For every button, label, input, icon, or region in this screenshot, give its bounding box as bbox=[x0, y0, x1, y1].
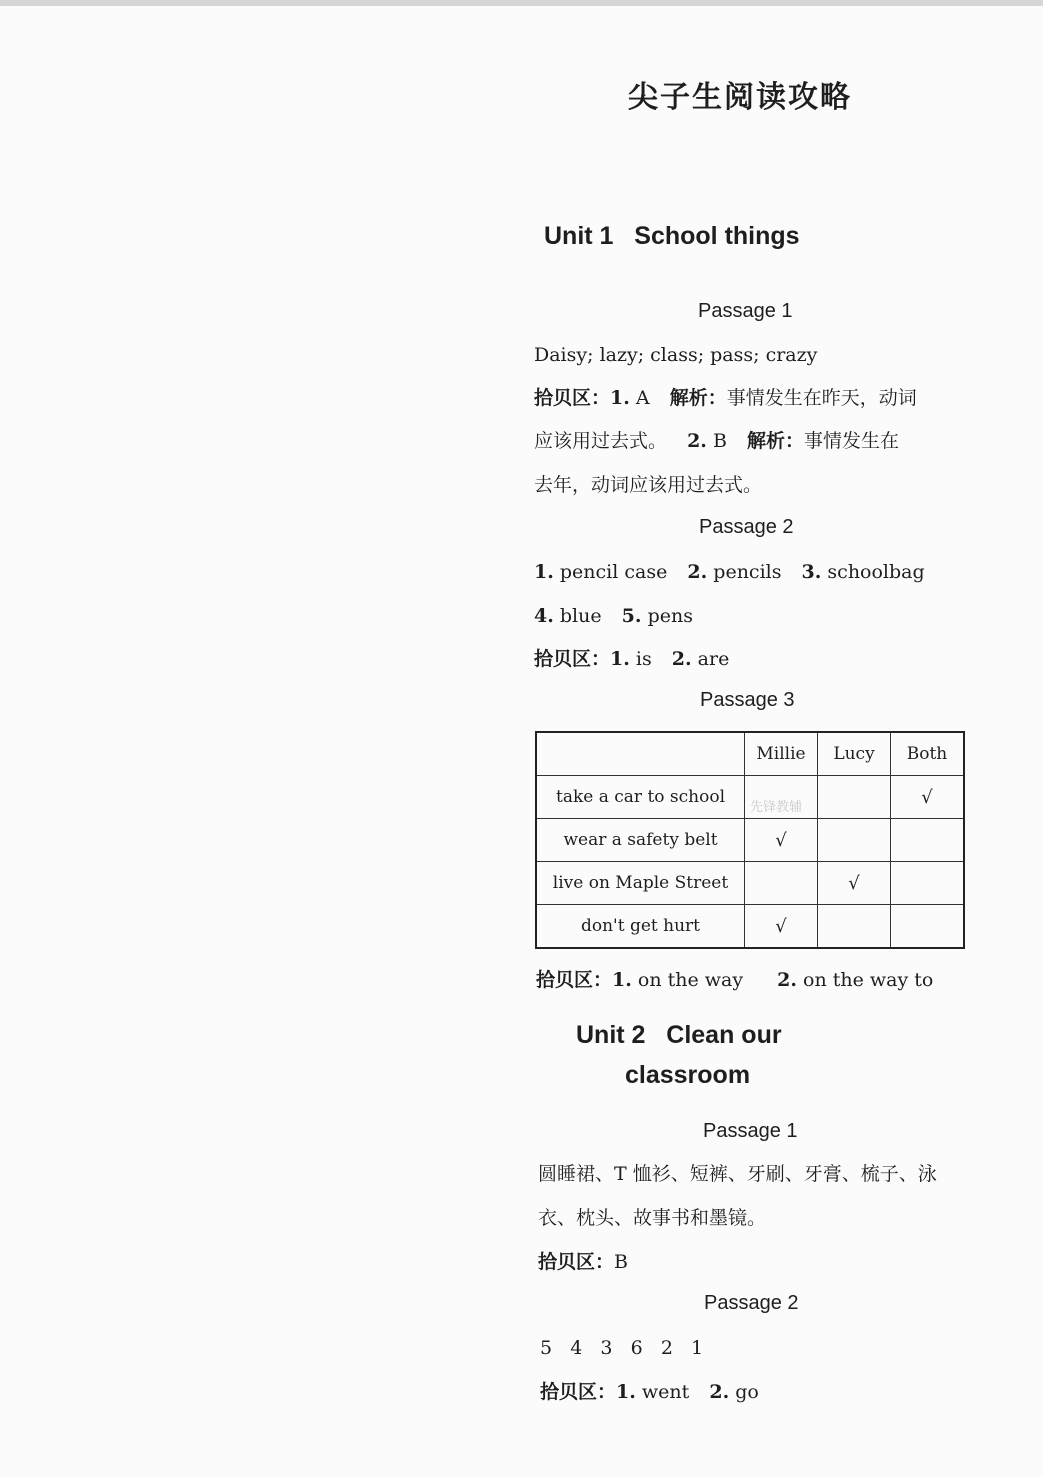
table-row bbox=[536, 905, 964, 949]
item-number: 2. bbox=[687, 430, 707, 452]
item-number: 1. bbox=[610, 387, 630, 409]
table-cell-millie: √ bbox=[745, 819, 818, 862]
shibei-label: 拾贝区： bbox=[534, 387, 611, 409]
table-cell-lucy bbox=[818, 905, 891, 949]
shibei-label: 拾贝区： bbox=[538, 1251, 615, 1273]
analysis-text: 应该用过去式。 bbox=[534, 430, 668, 452]
answer: schoolbag bbox=[827, 561, 925, 583]
answer: B bbox=[712, 430, 727, 452]
unit2-passage1-heading: Passage 1 bbox=[703, 1120, 798, 1142]
item-number: 3. bbox=[801, 561, 822, 583]
passage3-table bbox=[535, 731, 965, 949]
table-header-row bbox=[536, 732, 964, 776]
item-number: 5. bbox=[621, 605, 642, 627]
unit1-passage1-answers: Daisy; lazy; class; pass; crazy bbox=[534, 344, 818, 366]
analysis-text: 事情发生在昨天，动词 bbox=[726, 387, 917, 409]
table-header-cell: Lucy bbox=[818, 732, 891, 776]
unit2-passage1-shibei bbox=[538, 1240, 628, 1284]
answer: pencils bbox=[713, 561, 782, 583]
item-number: 1. bbox=[610, 648, 630, 670]
table-cell-label: live on Maple Street bbox=[536, 862, 745, 905]
table-cell-millie bbox=[745, 862, 818, 905]
unit2-title-line1: Unit 2 Clean our bbox=[576, 1021, 782, 1049]
item-number: 2. bbox=[709, 1381, 730, 1403]
item-number: 2. bbox=[671, 648, 692, 670]
table-header-cell bbox=[536, 732, 745, 776]
table-cell-lucy bbox=[818, 776, 891, 819]
table-cell-lucy: √ bbox=[818, 862, 891, 905]
table-cell-both bbox=[891, 862, 965, 905]
answer: B bbox=[614, 1251, 628, 1273]
table-cell-label: take a car to school bbox=[536, 776, 745, 819]
analysis-label: 解析： bbox=[746, 430, 804, 452]
unit1-passage2-line2 bbox=[534, 594, 693, 638]
unit1-passage1-line2 bbox=[534, 419, 899, 463]
unit1-passage1-line1 bbox=[534, 376, 917, 420]
unit2-title-line2: classroom bbox=[625, 1061, 751, 1089]
item-number: 2. bbox=[777, 969, 797, 991]
table-row bbox=[536, 819, 964, 862]
item-number: 2. bbox=[687, 561, 708, 583]
answer: are bbox=[697, 648, 730, 670]
table-row bbox=[536, 862, 964, 905]
answer: on the way to bbox=[803, 969, 934, 991]
unit1-passage1-heading: Passage 1 bbox=[698, 300, 793, 322]
top-edge bbox=[0, 0, 1043, 6]
unit1-passage2-heading: Passage 2 bbox=[699, 516, 794, 538]
table-cell-both bbox=[891, 905, 965, 949]
answer: pencil case bbox=[559, 561, 668, 583]
answer: pens bbox=[647, 605, 693, 627]
item-number: 1. bbox=[612, 969, 632, 991]
shibei-label: 拾贝区： bbox=[536, 969, 613, 991]
table-header-cell: Both bbox=[891, 732, 965, 776]
table-cell-lucy bbox=[818, 819, 891, 862]
unit2-passage2-heading: Passage 2 bbox=[704, 1292, 799, 1314]
table-cell-both: √ bbox=[891, 776, 965, 819]
item-number: 4. bbox=[534, 605, 554, 627]
answer: is bbox=[635, 648, 652, 670]
watermark: 先锋教辅 bbox=[750, 800, 803, 815]
table-header-cell: Millie bbox=[745, 732, 818, 776]
answer: on the way bbox=[637, 969, 744, 991]
unit1-title: Unit 1 School things bbox=[544, 222, 800, 250]
analysis-text: 事情发生在 bbox=[803, 430, 899, 452]
unit1-passage3-shibei bbox=[536, 958, 933, 1002]
unit2-passage1-line2: 衣、枕头、故事书和墨镜。 bbox=[538, 1207, 767, 1229]
shibei-label: 拾贝区： bbox=[534, 648, 611, 670]
answer: blue bbox=[559, 605, 602, 627]
answer: A bbox=[635, 387, 650, 409]
book-title: 尖子生阅读攻略 bbox=[628, 80, 852, 115]
answer: go bbox=[735, 1381, 759, 1403]
analysis-label: 解析： bbox=[669, 387, 727, 409]
unit1-passage3-heading: Passage 3 bbox=[700, 689, 795, 711]
item-number: 1. bbox=[534, 561, 554, 583]
answer: went bbox=[641, 1381, 690, 1403]
unit2-passage2-shibei bbox=[540, 1370, 759, 1414]
unit1-passage2-shibei bbox=[534, 637, 729, 681]
shibei-label: 拾贝区： bbox=[540, 1381, 617, 1403]
table-cell-label: wear a safety belt bbox=[536, 819, 745, 862]
unit2-passage2-order: 5 4 3 6 2 1 bbox=[540, 1337, 704, 1359]
table-cell-both bbox=[891, 819, 965, 862]
unit1-passage2-line1 bbox=[534, 550, 925, 594]
unit2-passage1-line1: 圆睡裙、T 恤衫、短裤、牙刷、牙膏、梳子、泳 bbox=[538, 1163, 937, 1185]
item-number: 1. bbox=[616, 1381, 636, 1403]
unit1-passage1-line3: 去年，动词应该用过去式。 bbox=[534, 474, 763, 496]
table-cell-millie: √ bbox=[745, 905, 818, 949]
table-cell-label: don't get hurt bbox=[536, 905, 745, 949]
